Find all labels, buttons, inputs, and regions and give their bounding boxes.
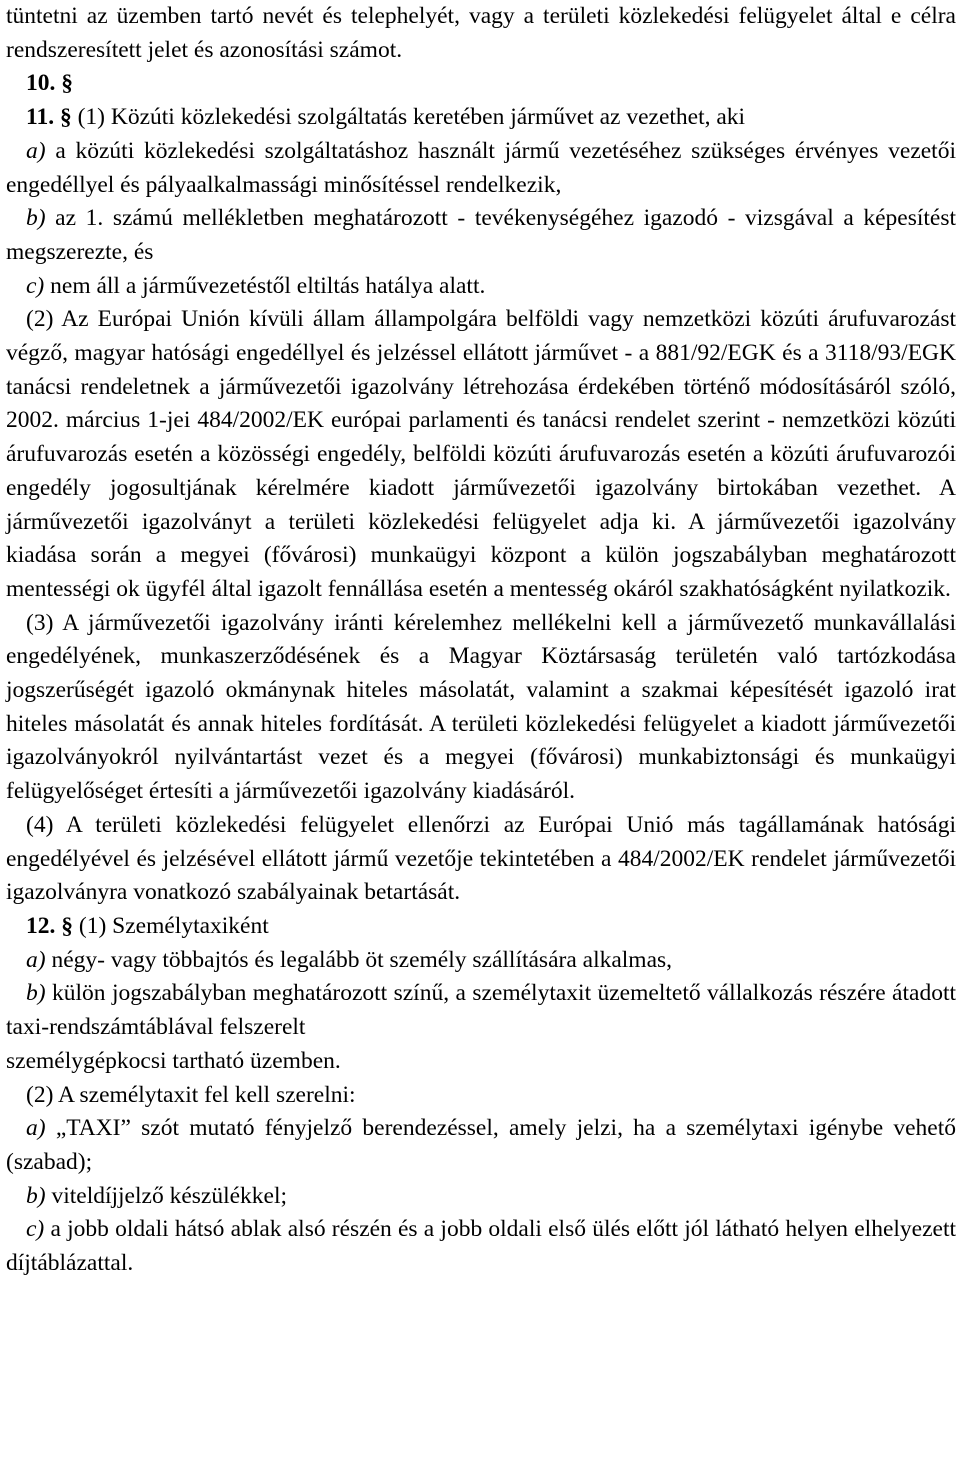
item-label: c) xyxy=(26,272,45,299)
section-11-para-1-text: (1) Közúti közlekedési szolgáltatás keretében járművet az vezethet, aki xyxy=(77,104,746,131)
item-label: a) xyxy=(26,137,46,164)
section-12-paragraph-1 xyxy=(6,910,956,944)
section-12-2-item-c xyxy=(6,1213,956,1280)
section-11-paragraph-4: (4) A területi közlekedési felügyelet ellenőrzi az Európai Unió más tagállamának hatósági engedélyével és jelzésével ellátott jármű vezetője tekintetében a 484/2002/EK rendelet járművezetői igazolványra vonatkozó szabályainak betartását. xyxy=(6,811,956,906)
section-12-2-item-a xyxy=(6,1112,956,1179)
section-12-para-1-text: (1) Személytaxiként xyxy=(78,912,269,939)
item-label: b) xyxy=(26,1182,46,1209)
section-11-item-c xyxy=(6,270,956,304)
section-11-number: 11. § xyxy=(26,104,72,131)
section-11-paragraph-2: (2) Az Európai Unión kívüli állam állampolgára belföldi vagy nemzetközi közúti árufuvarozást végző, magyar hatósági engedéllyel és jelzéssel ellátott járművet - a 881/92/EGK és a 3118/93/EGK tanácsi rendeletnek a járművezetői igazolvány létrehozása érdekében történő módosításáról szóló, 2002. március 1-jei 484/2002/EK európai parlamenti és tanácsi rendelet szerint - nemzetközi közúti árufuvarozás esetén a közösségi engedély, belföldi közúti árufuvarozás esetén a közúti árufuvarozói engedély jogosultjának kérelmére kiadott járművezetői igazolvány birtokában vezethet. A járművezetői igazolványt a területi közlekedési felügyelet adja ki. A járművezetői igazolvány kiadása során a megyei (fővárosi) munkaügyi központ a külön jogszabályban meghatározott mentességi ok ügyfél által igazolt fennállása esetén a mentesség okáról szakhatóságként nyilatkozik. xyxy=(6,306,956,602)
item-text: külön jogszabályban meghatározott színű, a személytaxit üzemeltető vállalkozás részére átadott taxi-rendszámtáblával felszerelt xyxy=(6,980,956,1041)
section-11-paragraph-1 xyxy=(6,101,956,135)
section-11-item-a xyxy=(6,135,956,202)
item-text: az 1. számú mellékletben meghatározott - tevékenységéhez igazodó - vizsgával a képesítést megszerezte, és xyxy=(6,205,957,265)
section-12-number: 12. § xyxy=(26,912,73,939)
section-12-2-item-b xyxy=(6,1180,956,1214)
item-text: négy- vagy többajtós és legalább öt személy szállítására alkalmas, xyxy=(51,946,673,973)
item-text: a jobb oldali hátsó ablak alsó részén és a jobb oldali első ülés előtt jól látható helyen elhelyezett díjtáblázattal. xyxy=(6,1216,956,1277)
section-12-item-a xyxy=(6,944,956,978)
item-label: c) xyxy=(26,1216,45,1243)
section-12-item-b-continuation: személygépkocsi tartható üzemben. xyxy=(6,1047,341,1074)
item-label: b) xyxy=(26,980,46,1007)
section-12-item-b xyxy=(6,977,956,1044)
section-10-heading xyxy=(6,67,956,101)
item-text: a közúti közlekedési szolgáltatáshoz használt jármű vezetéséhez szükséges érvényes vezetői engedéllyel és pályaalkalmassági minősítéssel rendelkezik, xyxy=(6,137,956,198)
item-text: nem áll a járművezetéstől eltiltás hatálya alatt. xyxy=(50,272,486,299)
item-label: b) xyxy=(26,205,46,232)
item-label: a) xyxy=(26,1115,46,1142)
item-label: a) xyxy=(26,946,46,973)
item-text: viteldíjjelző készülékkel; xyxy=(51,1182,288,1209)
item-text: „TAXI” szót mutató fényjelző berendezéssel, amely jelzi, ha a személytaxi igénybe vehető (szabad); xyxy=(6,1115,956,1175)
section-11-paragraph-3: (3) A járművezetői igazolvány iránti kérelemhez mellékelni kell a járművezető munkavállalási engedélyének, munkaszerződésének és a Magyar Köztársaság területén való tartózkodása jogszerűségét igazoló okmánynak hiteles másolatát, valamint a szakmai képesítését igazoló irat hiteles másolatát és annak hiteles fordítását. A területi közlekedési felügyelet a kiadott járművezetői igazolványokról nyilvántartást vezet és a megyei (fővárosi) munkabiztonsági és munkaügyi felügyelőséget értesíti a járművezetői igazolvány kiadásáról. xyxy=(6,609,956,805)
paragraph-continued: tüntetni az üzemben tartó nevét és telephelyét, vagy a területi közlekedési felügyelet által e célra rendszeresített jelet és azonosítási számot. xyxy=(6,3,956,63)
section-10-number: 10. § xyxy=(26,70,73,97)
section-12-paragraph-2: (2) A személytaxit fel kell szerelni: xyxy=(26,1081,356,1108)
section-11-item-b xyxy=(6,202,956,269)
